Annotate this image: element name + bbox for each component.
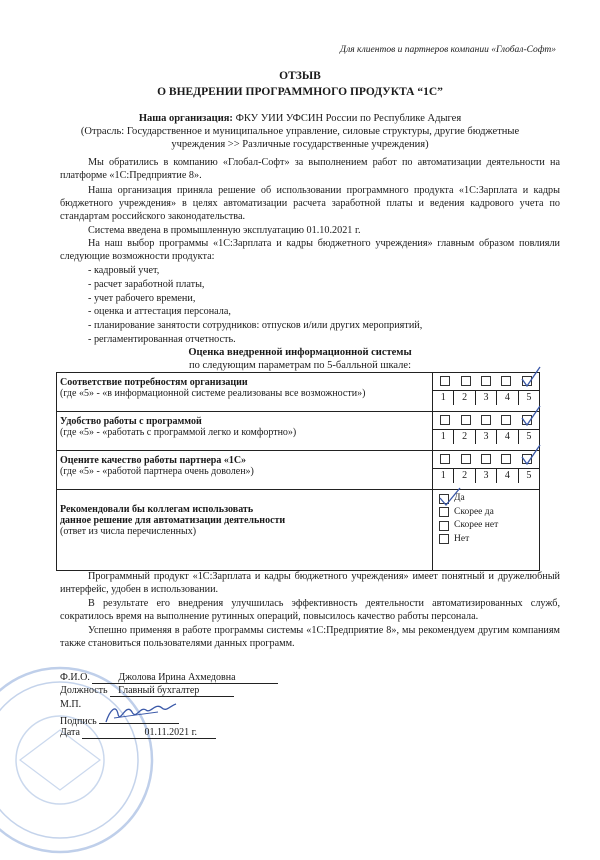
score-checkboxes	[433, 451, 539, 468]
checkmark-icon	[520, 443, 542, 467]
intro-paragraph-3: Система введена в промышленную эксплуатацию 01.10.2021 г.	[88, 225, 361, 236]
evaluation-title: Оценка внедренной информационной системы	[188, 347, 412, 358]
closing-paragraph-3: Успешно применяя в работе программы системы «1С:Предприятие 8», мы рекомендуем другим компаниям также становиться пользователями данных программ.	[60, 625, 560, 649]
evaluation-row	[57, 373, 540, 412]
date-value: 01.11.2021 г.	[82, 727, 216, 739]
score-checkbox[interactable]	[440, 376, 450, 386]
scale-number: 5	[518, 469, 539, 483]
scale-number: 3	[475, 430, 496, 444]
option-label: Да	[454, 493, 465, 503]
scale-number: 2	[453, 430, 474, 444]
scale-number: 1	[440, 470, 446, 481]
recommend-option-no[interactable]	[439, 533, 533, 547]
score-checkbox[interactable]	[501, 415, 511, 425]
recommend-row	[57, 490, 540, 571]
option-label: Скорее да	[454, 506, 494, 517]
scale-number: 2	[453, 391, 474, 405]
capability-item: - учет рабочего времени,	[88, 292, 196, 304]
score-checkbox-checked[interactable]	[522, 454, 532, 464]
evaluation-table	[56, 372, 540, 571]
organization-label: Наша организация:	[138, 113, 233, 124]
checkmark-icon	[438, 486, 462, 508]
question-cell	[57, 412, 433, 451]
evaluation-subtitle: по следующим параметрам по 5-балльной шкале:	[188, 360, 412, 371]
score-checkbox[interactable]	[481, 376, 491, 386]
evaluation-row	[57, 412, 540, 451]
document-title: ОТЗЫВ	[279, 70, 321, 82]
option-label: Нет	[454, 533, 470, 544]
header-note: Для клиентов и партнеров компании «Глобал-Софт»	[340, 45, 556, 55]
question-hint: (где «5» - «работой партнера очень доволен»)	[60, 466, 254, 477]
checkmark-icon	[520, 365, 542, 389]
score-checkbox[interactable]	[461, 376, 471, 386]
scale-number: 5	[518, 391, 539, 405]
scale-number: 5	[518, 430, 539, 444]
position-label: Должность	[60, 685, 108, 696]
score-scale	[433, 468, 539, 483]
question-title: Удобство работы с программой	[60, 416, 202, 427]
score-checkbox[interactable]	[440, 415, 450, 425]
recommend-hint: (ответ из числа перечисленных)	[60, 526, 197, 537]
option-checkbox[interactable]	[439, 534, 449, 544]
score-checkbox-checked[interactable]	[522, 376, 532, 386]
score-scale	[433, 390, 539, 405]
industry-line-2: учреждения >> Различные государственные учреждения)	[171, 139, 429, 150]
score-checkboxes	[433, 373, 539, 390]
option-checkbox[interactable]	[439, 521, 449, 531]
capability-item: - расчет заработной платы,	[88, 278, 205, 290]
intro-paragraph-2: Наша организация приняла решение об использовании программного продукта «1С:Зарплата и кадры бюджетного учреждения» в целях автоматизации расчета заработной платы и ведения кадрового учета по стандартам российского законодательства.	[60, 185, 560, 222]
intro-paragraph-1: Мы обратились в компанию «Глобал-Софт» за выполнением работ по автоматизации деятельности на платформе «1С:Предприятие 8».	[60, 157, 560, 181]
scale-number: 4	[496, 430, 517, 444]
recommend-option-yes[interactable]	[439, 492, 533, 506]
scale-number: 1	[440, 392, 446, 403]
score-checkbox[interactable]	[461, 415, 471, 425]
position-value: Главный бухгалтер	[110, 685, 234, 697]
recommend-title-line-1: Рекомендовали бы коллегам использовать	[60, 504, 254, 515]
capability-item: - планирование занятости сотрудников: отпусков и/или других мероприятий,	[88, 320, 423, 332]
score-checkbox-checked[interactable]	[522, 415, 532, 425]
date-label: Дата	[60, 727, 80, 738]
capabilities-list	[88, 265, 558, 347]
mp-label: М.П.	[60, 699, 82, 710]
intro-paragraph-4: На наш выбор программы «1С:Зарплата и кадры бюджетного учреждения» главным образом повлияли следующие возможности продукта:	[60, 238, 560, 262]
question-title: Соответствие потребностям организации	[60, 377, 248, 388]
score-checkbox[interactable]	[501, 454, 511, 464]
question-cell	[57, 451, 433, 490]
score-checkbox[interactable]	[461, 454, 471, 464]
recommend-title-line-2: данное решение для автоматизации деятельности	[60, 515, 286, 526]
question-hint: (где «5» - «в информационной системе реализованы все возможности»)	[60, 388, 366, 399]
option-checkbox[interactable]	[439, 507, 449, 517]
score-cell	[433, 451, 540, 490]
recommend-option-rather-no[interactable]	[439, 519, 533, 533]
question-cell	[57, 373, 433, 412]
document-subtitle: О ВНЕДРЕНИИ ПРОГРАММНОГО ПРОДУКТА “1С”	[157, 86, 443, 98]
score-checkbox[interactable]	[440, 454, 450, 464]
checkmark-icon	[520, 404, 542, 428]
scale-number: 3	[475, 391, 496, 405]
organization-block	[40, 112, 560, 151]
question-title: Оцените качество работы партнера «1С»	[60, 455, 247, 466]
recommend-options-cell	[433, 490, 540, 571]
handwritten-signature-icon	[100, 692, 180, 732]
recommend-question-cell	[57, 490, 433, 571]
scale-number: 2	[453, 469, 474, 483]
fio-line	[60, 672, 278, 684]
option-label: Скорее нет	[454, 520, 499, 530]
scale-number: 4	[496, 469, 517, 483]
industry-line-1: (Отрасль: Государственное и муниципальное управление, силовые структуры, другие бюджетные	[80, 126, 520, 137]
evaluation-row	[57, 451, 540, 490]
score-checkbox[interactable]	[481, 454, 491, 464]
capability-item: - оценка и аттестация персонала,	[88, 306, 231, 318]
capability-item: - регламентированная отчетность.	[88, 333, 236, 345]
score-checkbox[interactable]	[481, 415, 491, 425]
closing-paragraph-2: В результате его внедрения улучшилась эффективность деятельности автоматизированных служб, сократилось время на выполнение рутинных операций, повысилось качество работы персонала.	[60, 598, 560, 622]
question-hint: (где «5» - «работать с программой легко и комфортно»)	[60, 427, 297, 438]
scale-number: 3	[475, 469, 496, 483]
score-checkboxes	[433, 412, 539, 429]
score-checkbox[interactable]	[501, 376, 511, 386]
sign-label: Подпись	[60, 716, 97, 727]
scale-number: 1	[440, 431, 446, 442]
fio-label: Ф.И.О.	[60, 672, 90, 683]
score-scale	[433, 429, 539, 444]
closing-paragraph-1: Программный продукт «1С:Зарплата и кадры бюджетного учреждения» имеет понятный и дружелюбный интерфейс, удобен в использовании.	[60, 571, 560, 595]
scale-number: 4	[496, 391, 517, 405]
fio-value: Джолова Ирина Ахмедовна	[92, 672, 278, 684]
recommend-options	[433, 490, 539, 548]
organization-name: ФКУ УИИ УФСИН России по Республике Адыгея	[235, 113, 462, 124]
capability-item: - кадровый учет,	[88, 265, 160, 276]
